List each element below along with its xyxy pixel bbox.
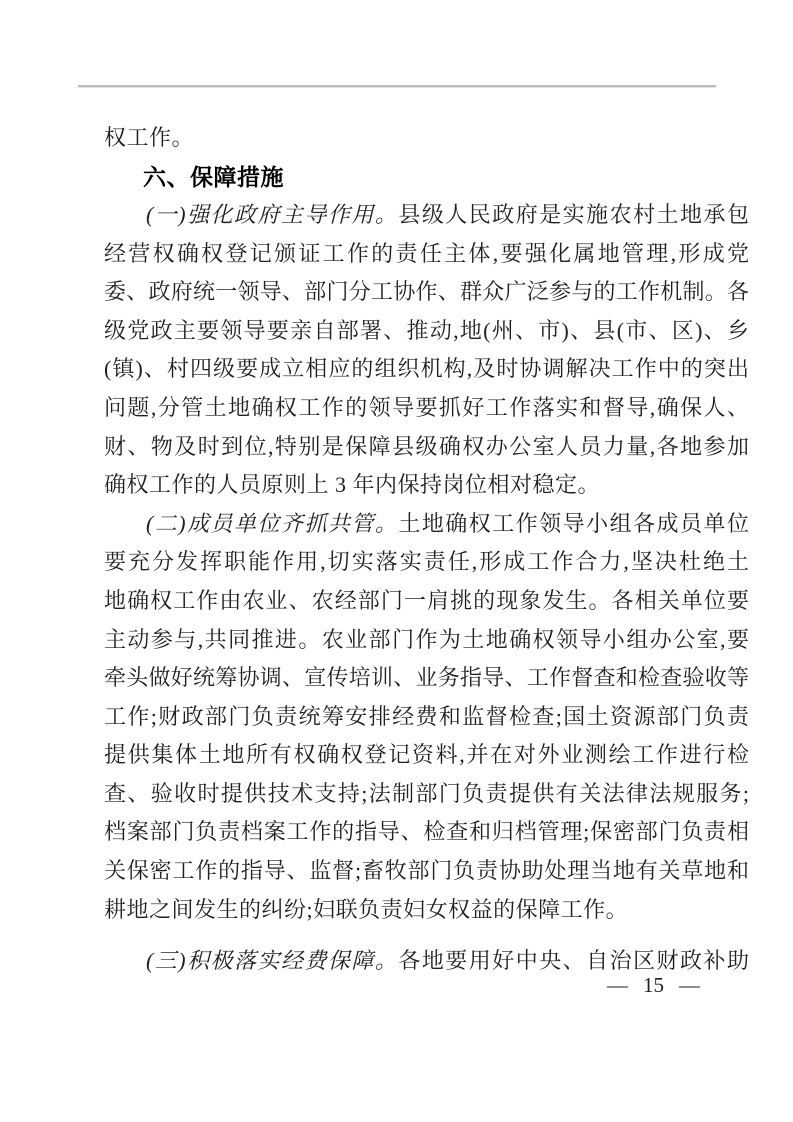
text-line: 确权工作的人员原则上 3 年内保持岗位相对稳定。: [104, 472, 601, 498]
text-line: 委、政府统一领导、部门分工协作、群众广泛参与的工作机制。各: [104, 279, 749, 305]
page-number-value: 15: [643, 973, 664, 997]
text-line: 级党政主要领导要亲自部署、推动,地(州、市)、县(市、区)、乡: [104, 317, 749, 343]
text-line-rest: 县级人民政府是实施农村土地承包: [398, 202, 749, 228]
text-block: [104, 119, 749, 929]
text-line: [104, 196, 749, 235]
text-line: 查、验收时提供技术支持;法制部门负责提供有关法律法规服务;: [104, 780, 749, 806]
text-line: 财、物及时到位,特别是保障县级确权办公室人员力量,各地参加: [104, 433, 749, 459]
header-divider: [78, 85, 716, 88]
text-line: 问题,分管土地确权工作的领导要抓好工作落实和督导,确保人、: [104, 395, 749, 421]
text-line: 牵头做好统筹协调、宣传培训、业务指导、工作督查和检查验收等: [104, 665, 749, 691]
page-number-dash-right: —: [679, 973, 700, 997]
page-number-dash-left: —: [607, 973, 628, 997]
paragraph-lead: (三)积极落实经费保障。: [146, 948, 399, 973]
text-line: 地确权工作由农业、农经部门一肩挑的现象发生。各相关单位要: [104, 587, 749, 613]
section-heading: 六、保障措施: [143, 163, 284, 190]
text-line: 经营权确权登记颁证工作的责任主体,要强化属地管理,形成党: [104, 240, 749, 266]
text-line-rest: 各地要用好中央、自治区财政补助: [398, 948, 749, 973]
text-line: 工作;财政部门负责统筹安排经费和监督检查;国土资源部门负责: [104, 703, 749, 729]
text-line: 档案部门负责档案工作的指导、检查和归档管理;保密部门负责相: [104, 819, 749, 845]
text-line: 关保密工作的指导、监督;畜牧部门负责协助处理当地有关草地和: [104, 857, 749, 883]
paragraph-lead: (二)成员单位齐抓共管。: [146, 510, 399, 536]
text-line: 提供集体土地所有权确权登记资料,并在对外业测绘工作进行检: [104, 742, 749, 768]
text-line: 主动参与,共同推进。农业部门作为土地确权领导小组办公室,要: [104, 626, 749, 652]
text-line: (镇)、村四级要成立相应的组织机构,及时协调解决工作中的突出: [104, 356, 749, 382]
page-number: [607, 972, 700, 998]
text-line: [104, 505, 749, 544]
text-line: 要充分发挥职能作用,切实落实责任,形成工作合力,坚决杜绝土: [104, 549, 749, 575]
text-line: 耕地之间发生的纠纷;妇联负责妇女权益的保障工作。: [104, 896, 629, 922]
paragraph-lead: (一)强化政府主导作用。: [146, 202, 399, 228]
text-line-rest: 土地确权工作领导小组各成员单位: [398, 510, 749, 536]
continued-text-line: 权工作。: [104, 125, 195, 150]
